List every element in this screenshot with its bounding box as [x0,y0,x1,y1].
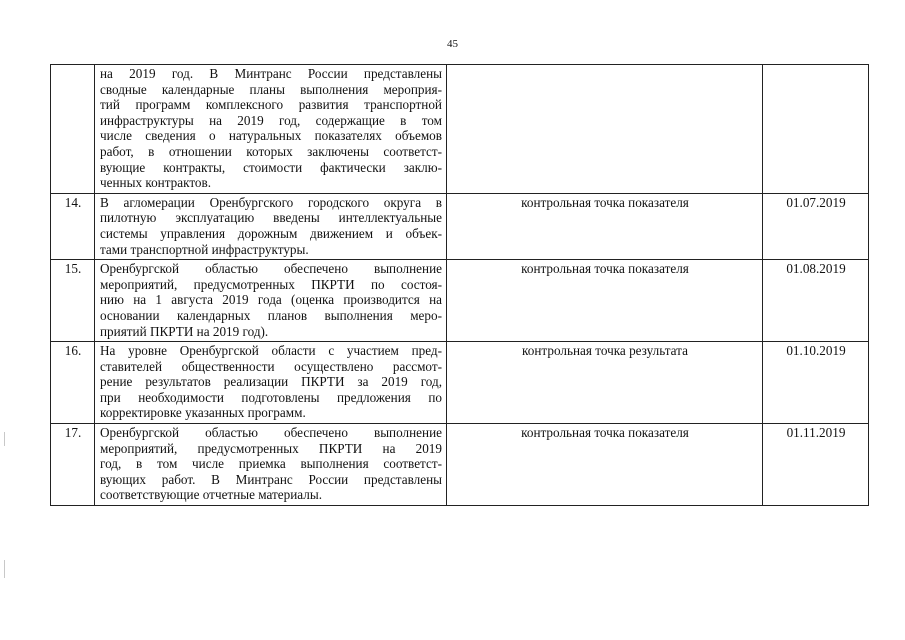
table-row [51,260,869,342]
row-number: 16. [51,342,95,424]
description-line: числе сведения о натуральных показателях объемов [100,128,442,144]
row-number: 15. [51,260,95,342]
scan-edge-mark [4,432,5,446]
description-line: мероприятий, предусмотренных ПКРТИ по состоя- [100,276,442,292]
description-line: В агломерации Оренбургского городского округа в [100,194,442,210]
description-line: рение результатов реализации ПКРТИ за 2019 год, [100,374,442,390]
page-number: 45 [447,38,458,50]
description-line: нию на 1 августа 2019 года (оценка производится на [100,292,442,308]
row-number: 17. [51,424,95,506]
checkpoint-type: контрольная точка результата [447,342,763,424]
description-line: вующих работ. В Минтранс России представлены [100,471,442,487]
event-description [95,424,447,506]
description-line: основании календарных планов выполнения меро- [100,307,442,323]
event-description [95,65,447,194]
description-line: год, в том числе приемка выполнения соответст- [100,456,442,472]
description-line: тий программ комплексного развития транспортной [100,97,442,113]
description-line: На уровне Оренбургской области с участием пред- [100,343,442,359]
checkpoint-date: 01.11.2019 [763,424,869,506]
event-description [95,342,447,424]
checkpoint-type: контрольная точка показателя [447,193,763,259]
table-row [51,193,869,259]
table-row [51,342,869,424]
description-line: мероприятий, предусмотренных ПКРТИ на 2019 [100,440,442,456]
checkpoint-date [763,65,869,194]
table-row [51,65,869,194]
description-line: работ, в отношении которых заключены соответст- [100,143,442,159]
description-line: Оренбургской областью обеспечено выполнение [100,425,442,441]
checkpoint-date: 01.10.2019 [763,342,869,424]
checkpoint-date: 01.08.2019 [763,260,869,342]
scan-edge-mark [4,560,5,578]
description-line: приятий ПКРТИ на 2019 год). [100,323,269,339]
table-body [51,65,869,506]
description-line: при необходимости подготовлены предложения по [100,389,442,405]
description-line: ставителей общественности осуществлено рассмот- [100,358,442,374]
checkpoint-type: контрольная точка показателя [447,424,763,506]
milestones-table [50,64,869,506]
event-description [95,260,447,342]
row-number: 14. [51,193,95,259]
event-description [95,193,447,259]
description-line: тами транспортной инфраструктуры. [100,241,309,257]
description-line: вующие контракты, стоимости фактически заклю- [100,159,442,175]
description-line: корректировке указанных программ. [100,405,306,421]
description-line: ченных контрактов. [100,175,212,191]
description-line: Оренбургской областью обеспечено выполнение [100,261,442,277]
description-line: соответствующие отчетные материалы. [100,487,322,503]
checkpoint-type [447,65,763,194]
table-row [51,424,869,506]
description-line: пилотную эксплуатацию введены интеллектуальные [100,210,442,226]
description-line: на 2019 год. В Минтранс России представлены [100,66,442,81]
checkpoint-type: контрольная точка показателя [447,260,763,342]
row-number [51,65,95,194]
description-line: сводные календарные планы выполнения мероприя- [100,81,442,97]
checkpoint-date: 01.07.2019 [763,193,869,259]
description-line: инфраструктуры на 2019 год, содержащие в том [100,112,442,128]
description-line: системы управления дорожным движением и объек- [100,225,442,241]
